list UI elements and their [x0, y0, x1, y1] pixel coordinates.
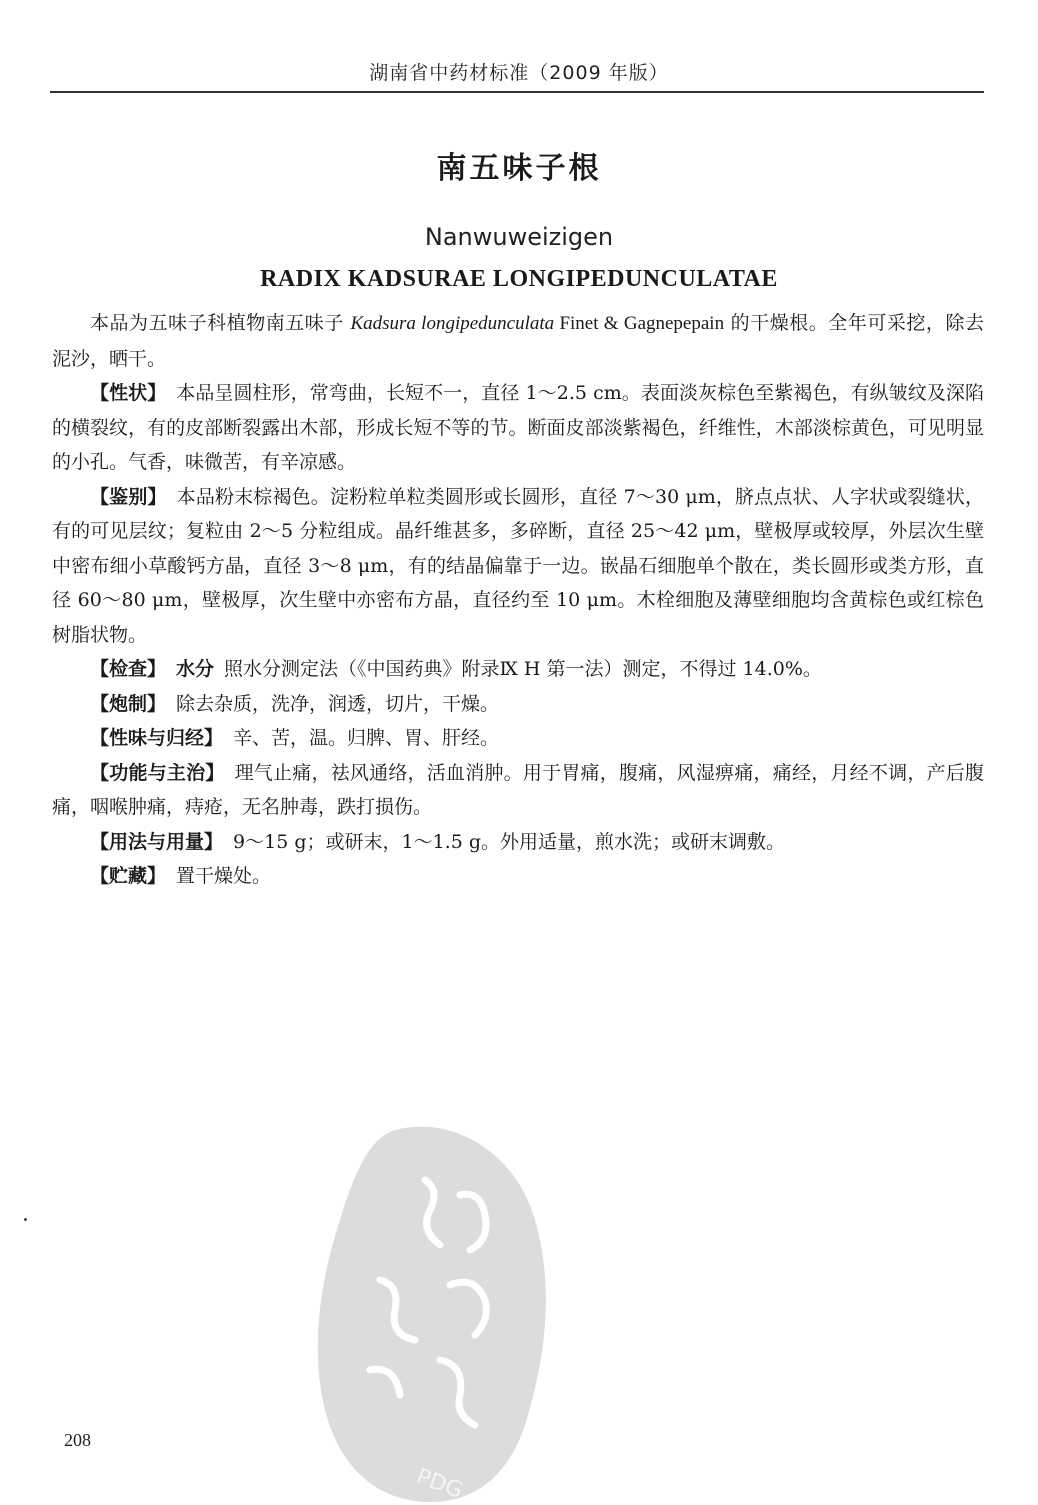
section-label-storage: 【贮藏】: [90, 865, 167, 887]
section-storage: [52, 859, 984, 894]
section-processing: [52, 687, 984, 722]
intro-text-b: 的干燥根。全年可采挖，除去泥沙，晒干。: [52, 312, 984, 370]
section-label-nature-meridian: 【性味与归经】: [90, 727, 224, 749]
section-functions: [52, 756, 984, 825]
section-identification: [52, 480, 984, 653]
intro-text-a: 本品为五味子科植物南五味子: [90, 312, 351, 334]
running-header: 湖南省中药材标准（2009 年版）: [369, 62, 669, 84]
section-text-functions: 理气止痛，祛风通络，活血消肿。用于胃痛，腹痛，风湿痹痛，痛经，月经不调，产后腹痛，咽喉肿痛，痔疮，无名肿毒，跌打损伤。: [52, 761, 984, 818]
section-examination: [52, 652, 984, 687]
stray-dot: [24, 1218, 27, 1221]
section-sublabel-moisture: 水分: [176, 658, 215, 680]
section-label-description: 【性状】: [90, 382, 167, 404]
section-text-examination: 照水分测定法（《中国药典》附录Ⅸ H 第一法）测定，不得过 14.0%。: [224, 658, 822, 680]
section-description: [52, 376, 984, 480]
section-text-description: 本品呈圆柱形，常弯曲，长短不一，直径 1～2.5 cm。表面淡灰棕色至紫褐色，有纵皱纹及深陷的横裂纹，有的皮部断裂露出木部，形成长短不等的节。断面皮部淡紫褐色，纤维性，木部淡棕黄色，可见明显的小孔。气香，味微苦，有辛凉感。: [52, 382, 984, 473]
section-text-storage: 置干燥处。: [176, 865, 272, 887]
watermark-text: PDG: [412, 1464, 466, 1504]
section-label-examination: 【检查】: [90, 658, 167, 680]
section-label-functions: 【功能与主治】: [90, 761, 225, 784]
section-label-processing: 【炮制】: [90, 692, 167, 715]
section-dosage: [52, 825, 984, 860]
species-name: Kadsura longipedunculata: [350, 313, 555, 334]
section-label-dosage: 【用法与用量】: [90, 830, 224, 853]
monograph-body: [52, 306, 984, 894]
page-number: 208: [64, 1430, 91, 1450]
section-nature-meridian: [52, 721, 984, 756]
monograph-pinyin: Nanwuweizigen: [424, 223, 614, 251]
monograph-latin-name: RADIX KADSURAE LONGIPEDUNCULATAE: [260, 266, 778, 292]
section-text-nature-meridian: 辛、苦，温。归脾、胃、肝经。: [233, 727, 500, 749]
section-text-identification: 本品粉末棕褐色。淀粉粒单粒类圆形或长圆形，直径 7～30 μm，脐点点状、人字状或裂缝状，有的可见层纹；复粒由 2～5 分粒组成。晶纤维甚多，多碎断，直径 25～42 μm，壁极厚或较厚，外层次生壁中密布细小草酸钙方晶，直径 3～8 μm，有的结晶偏靠于一边。嵌晶石细胞单个散在，类长圆形或类方形，直径 60～80 μm，壁极厚，次生壁中亦密布方晶，直径约至 10 μm。木栓细胞及薄壁细胞均含黄棕色或红棕色树脂状物。: [52, 485, 984, 646]
section-text-processing: 除去杂质，洗净，润透，切片，干燥。: [176, 692, 500, 715]
section-text-dosage: 9～15 g；或研末，1～1.5 g。外用适量，煎水洗；或研末调敷。: [233, 830, 785, 853]
monograph-title: 南五味子根: [436, 151, 602, 186]
section-label-identification: 【鉴别】: [90, 485, 167, 508]
watermark-seal: [300, 1110, 560, 1505]
intro-paragraph: [52, 306, 984, 376]
header-rule: [50, 91, 984, 93]
species-authority: Finet & Gagnepepain: [554, 313, 725, 334]
